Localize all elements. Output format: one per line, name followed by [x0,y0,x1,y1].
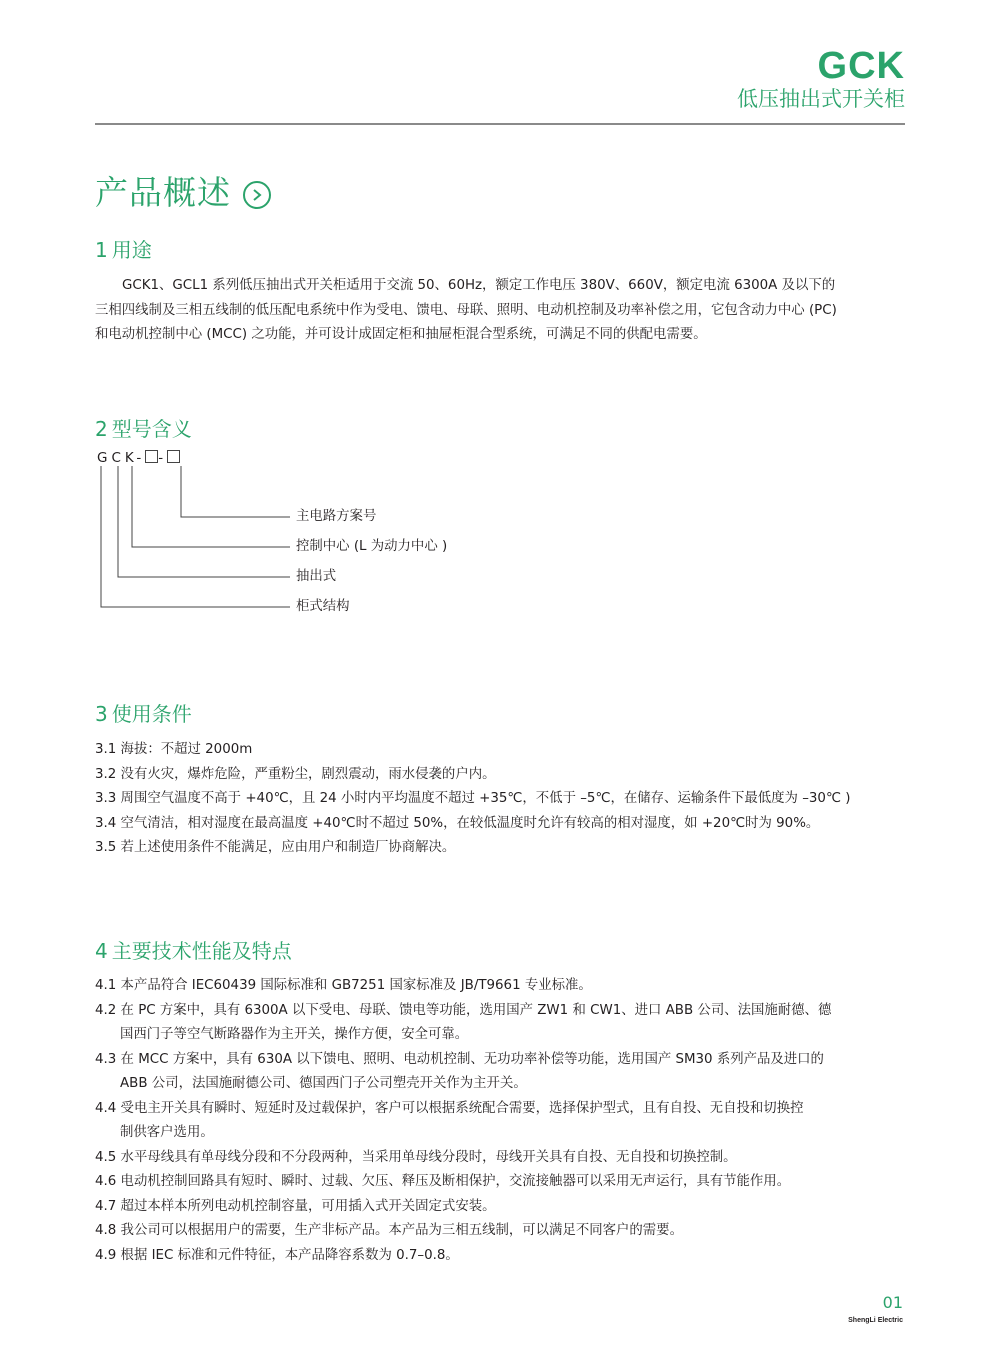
paragraph-line: GCK1、GCL1 系列低压抽出式开关柜适用于交流 50、60Hz，额定工作电压 380V、660V，额定电流 6300A 及以下的 [122,278,836,293]
tree-line-control-center [132,466,290,547]
paragraph-line: 三相四线制及三相五线制的低压配电系统中作为受电、馈电、母联、照明、电动机控制及功率补偿之用，它包含动力中心 (PC) [95,302,837,318]
model-separator: - [158,450,168,466]
list-item: 3.5 若上述使用条件不能满足，应由用户和制造厂协商解决。 [95,840,456,855]
list-item: 3.4 空气清洁，相对湿度在最高温度 +40℃时不超过 50%，在较低温度时允许有较高的相对湿度，如 +20℃时为 90%。 [95,815,820,831]
list-item: 4.2 在 PC 方案中，具有 6300A 以下受电、母联、馈电等功能，选用国产 ZW1 和 CW1、进口 ABB 公司、法国施耐德、德 [95,1002,832,1018]
section-title: 用途 [111,238,152,262]
list-item: 3.3 周围空气温度不高于 +40℃，且 24 小时内平均温度不超过 +35℃，不低于 –5℃，在储存、运输条件下最低度为 –30℃ ) [95,791,851,806]
brand-code: GCK [817,45,905,87]
section-number: 1 [95,238,108,262]
model-label: 抽出式 [296,569,337,584]
list-item: 4.4 受电主开关具有瞬时、短延时及过载保护，客户可以根据系统配合需要，选择保护型式，且有自投、无自投和切换控 [95,1100,804,1116]
page-number: 01 [882,1293,903,1312]
section-3-heading [95,700,192,728]
model-prefix: GCK- [97,450,146,466]
section-3-list [95,738,910,861]
section-title: 主要技术性能及特点 [111,939,292,963]
list-item-continuation: 制供客户选用。 [120,1125,214,1140]
list-item: 4.7 超过本样本所列电动机控制容量，可用插入式开关固定式安装。 [95,1198,496,1214]
list-item: 3.2 没有火灾，爆炸危险，严重粉尘，剧烈震动，雨水侵袭的户内。 [95,766,496,782]
section-4-heading [95,937,292,965]
model-label: 主电路方案号 [296,509,377,524]
paragraph-line: 和电动机控制中心 (MCC) 之功能，并可设计成固定柜和抽屉柜混合型系统，可满足不同的供配电需要。 [95,327,707,343]
brand-subtitle: 低压抽出式开关柜 [737,87,905,111]
section-title: 使用条件 [111,702,192,726]
model-label: 控制中心 (L 为动力中心 ) [296,539,448,554]
list-item: 3.1 海拔：不超过 2000m [95,742,253,757]
section-number: 3 [95,702,108,726]
section-number: 4 [95,939,108,963]
list-item: 4.1 本产品符合 IEC60439 国际标准和 GB7251 国家标准及 JB/T9661 专业标准。 [95,978,592,993]
list-item: 4.9 根据 IEC 标准和元件特征，本产品降容系数为 0.7–0.8。 [95,1247,459,1263]
tree-line-cabinet [101,466,290,607]
list-item: 4.8 我公司可以根据用户的需要，生产非标产品。本产品为三相五线制，可以满足不同客户的需要。 [95,1223,683,1238]
list-item: 4.3 在 MCC 方案中，具有 630A 以下馈电、照明、电动机控制、无功功率补偿等功能，选用国产 SM30 系列产品及进口的 [95,1051,824,1067]
list-item: 4.6 电动机控制回路具有短时、瞬时、过载、欠压、释压及断相保护，交流接触器可以采用无声运行，具有节能作用。 [95,1174,791,1189]
section-4-list [95,974,910,1268]
overview-title: 产品概述 [95,173,231,212]
tree-line-drawout [118,466,290,577]
list-item: 4.5 水平母线具有单母线分段和不分段两种，当采用单母线分段时，母线开关具有自投、无自投和切换控制。 [95,1149,737,1165]
tree-line-main-circuit [181,466,290,517]
section-number: 2 [95,417,108,441]
section-title: 型号含义 [111,417,192,441]
list-item-continuation: ABB 公司，法国施耐德公司、德国西门子公司塑壳开关作为主开关。 [120,1076,527,1091]
list-item-continuation: 国西门子等空气断路器作为主开关，操作方便，安全可靠。 [120,1027,469,1042]
model-label: 柜式结构 [296,599,350,614]
publisher-name: ShengLi Electric [848,1317,903,1324]
